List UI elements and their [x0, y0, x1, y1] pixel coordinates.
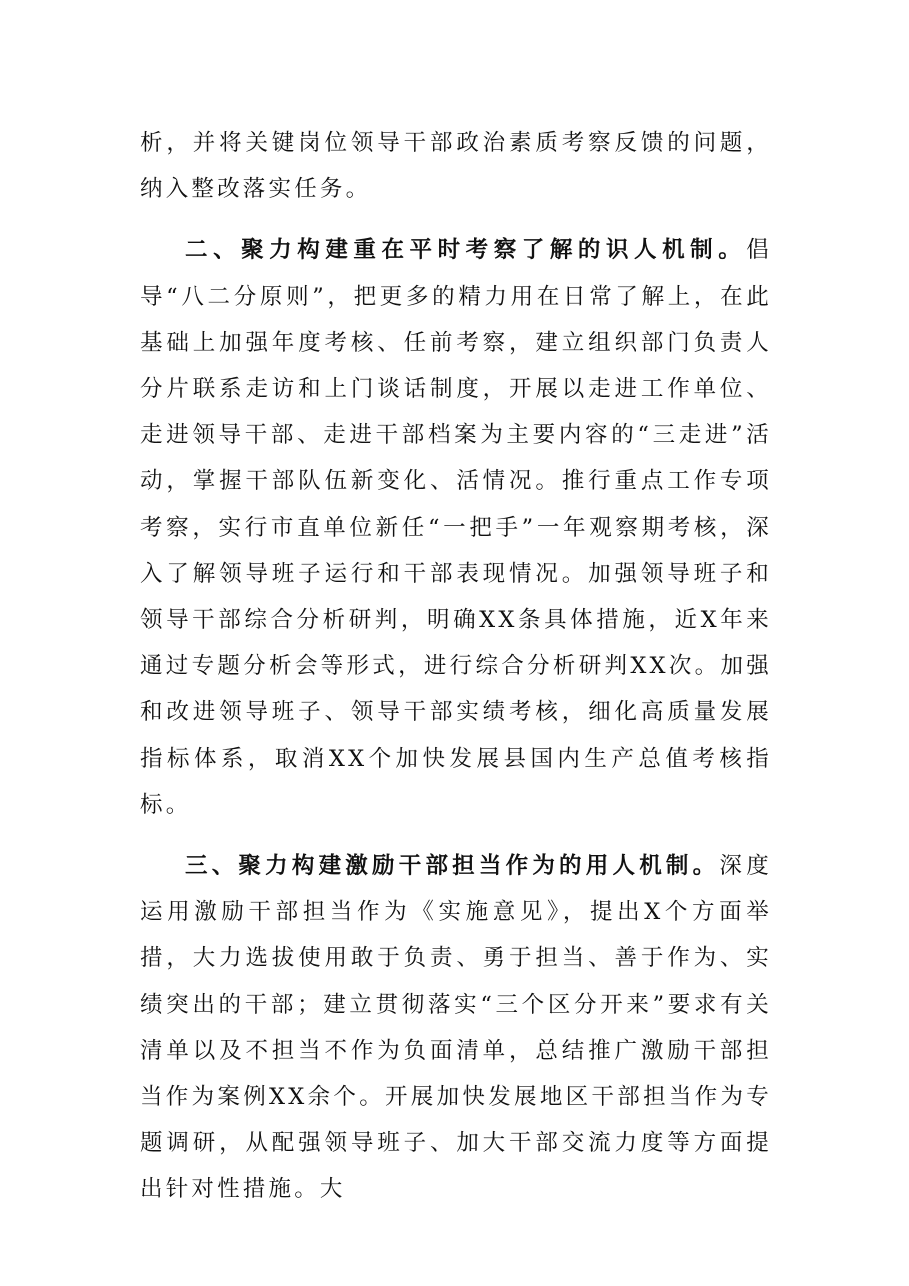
paragraph-body: 倡导“八二分原则”，把更多的精力用在日常了解上，在此基础上加强年度考核、任前考察，建立组织部门负责人分片联系走访和上门谈话制度，开展以走进工作单位、走进领导干部、走进干部档案为主要内容的“三走进”活动，掌握干部队伍新变化、活情况。推行重点工作专项考察，实行市直单位新任“一把手”一年观察期考核，深入了解领导班子运行和干部表现情况。加强领导班子和领导干部综合分析研判，明确XX条具体措施，近X年来通过专题分析会等形式，进行综合分析研判XX次。加强和改进领导班子、领导干部实绩考核，细化高质量发展指标体系，取消XX个加快发展县国内生产总值考核指标。 [140, 237, 772, 818]
paragraph-body: 析，并将关键岗位领导干部政治素质考察反馈的问题，纳入整改落实任务。 [140, 130, 772, 203]
document-page [140, 120, 772, 1213]
paragraph-section-three [140, 843, 772, 1213]
section-three-heading: 三、聚力构建激励干部担当作为的用人机制。 [185, 853, 720, 880]
paragraph-section-two [140, 227, 772, 828]
paragraph-continuation [140, 120, 772, 212]
section-two-heading: 二、聚力构建重在平时考察了解的识人机制。 [185, 237, 747, 264]
paragraph-body: 深度运用激励干部担当作为《实施意见》，提出X个方面举措，大力选拔使用敢于负责、勇于担当、善于作为、实绩突出的干部；建立贯彻落实“三个区分开来”要求有关清单以及不担当不作为负面清单，总结推广激励干部担当作为案例XX余个。开展加快发展地区干部担当作为专题调研，从配强领导班子、加大干部交流力度等方面提出针对性措施。大 [140, 853, 772, 1203]
